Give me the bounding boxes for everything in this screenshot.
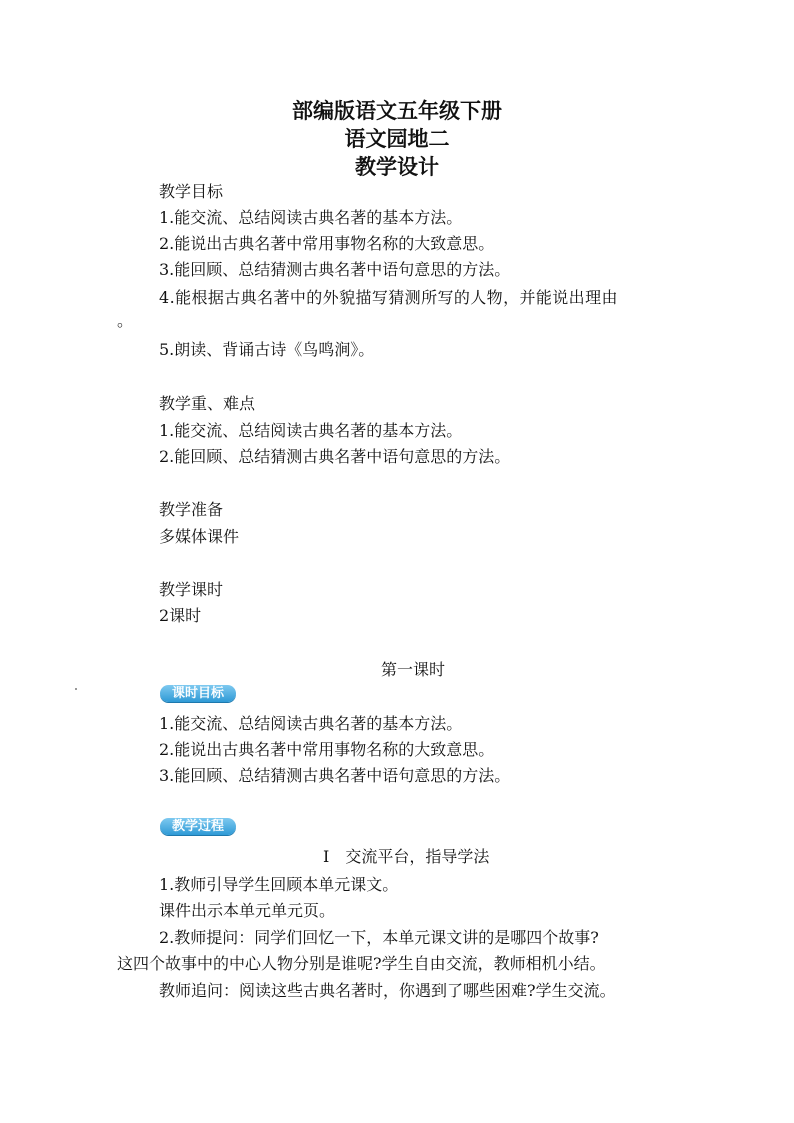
process-item: 1.教师引导学生回顾本单元课文。 [159, 875, 399, 894]
teaching-process-badge: 教学过程 [160, 818, 236, 835]
doc-type-title: 教学设计 [355, 155, 439, 179]
process-item: 教师追问：阅读这些古典名著时，你遇到了哪些困难?学生交流。 [159, 981, 616, 1000]
prep-value: 多媒体课件 [159, 527, 240, 546]
key-points-heading: 教学重、难点 [159, 394, 256, 413]
goal-item: 4.能根据古典名著中的外貌描写猜测所写的人物，并能说出理由 [159, 288, 618, 307]
lesson-goal-item: 2.能说出古典名著中常用事物名称的大致意思。 [159, 740, 495, 759]
lesson-goal-item: 1.能交流、总结阅读古典名著的基本方法。 [159, 714, 463, 733]
process-item: 课件出示本单元单元页。 [159, 901, 336, 920]
lesson-goals-badge: 课时目标 [160, 685, 236, 702]
goal-item: 3.能回顾、总结猜测古典名著中语句意思的方法。 [159, 260, 511, 279]
process-item-continuation: 这四个故事中的中心人物分别是谁呢?学生自由交流，教师相机小结。 [117, 954, 606, 973]
hours-heading: 教学课时 [159, 580, 224, 599]
key-point-item: 1.能交流、总结阅读古典名著的基本方法。 [159, 421, 463, 440]
goal-item-continuation: 。 [117, 311, 134, 330]
hours-value: 2课时 [159, 606, 202, 625]
goal-item: 2.能说出古典名著中常用事物名称的大致意思。 [159, 234, 495, 253]
lesson-goal-item: 3.能回顾、总结猜测古典名著中语句意思的方法。 [159, 766, 511, 785]
goals-heading: 教学目标 [159, 182, 224, 201]
key-point-item: 2.能回顾、总结猜测古典名著中语句意思的方法。 [159, 447, 511, 466]
process-item: 2.教师提问：同学们回忆一下，本单元课文讲的是哪四个故事? [159, 928, 599, 947]
goal-item: 5.朗读、背诵古诗《鸟鸣涧》。 [159, 340, 375, 359]
doc-title: 部编版语文五年级下册 [292, 99, 502, 123]
prep-heading: 教学准备 [159, 500, 224, 519]
doc-subtitle: 语文园地二 [344, 127, 450, 151]
lesson-title: 第一课时 [381, 660, 446, 679]
stray-dot [75, 688, 77, 690]
section-title: Ⅰ 交流平台，指导学法 [323, 847, 490, 866]
goal-item: 1.能交流、总结阅读古典名著的基本方法。 [159, 208, 463, 227]
